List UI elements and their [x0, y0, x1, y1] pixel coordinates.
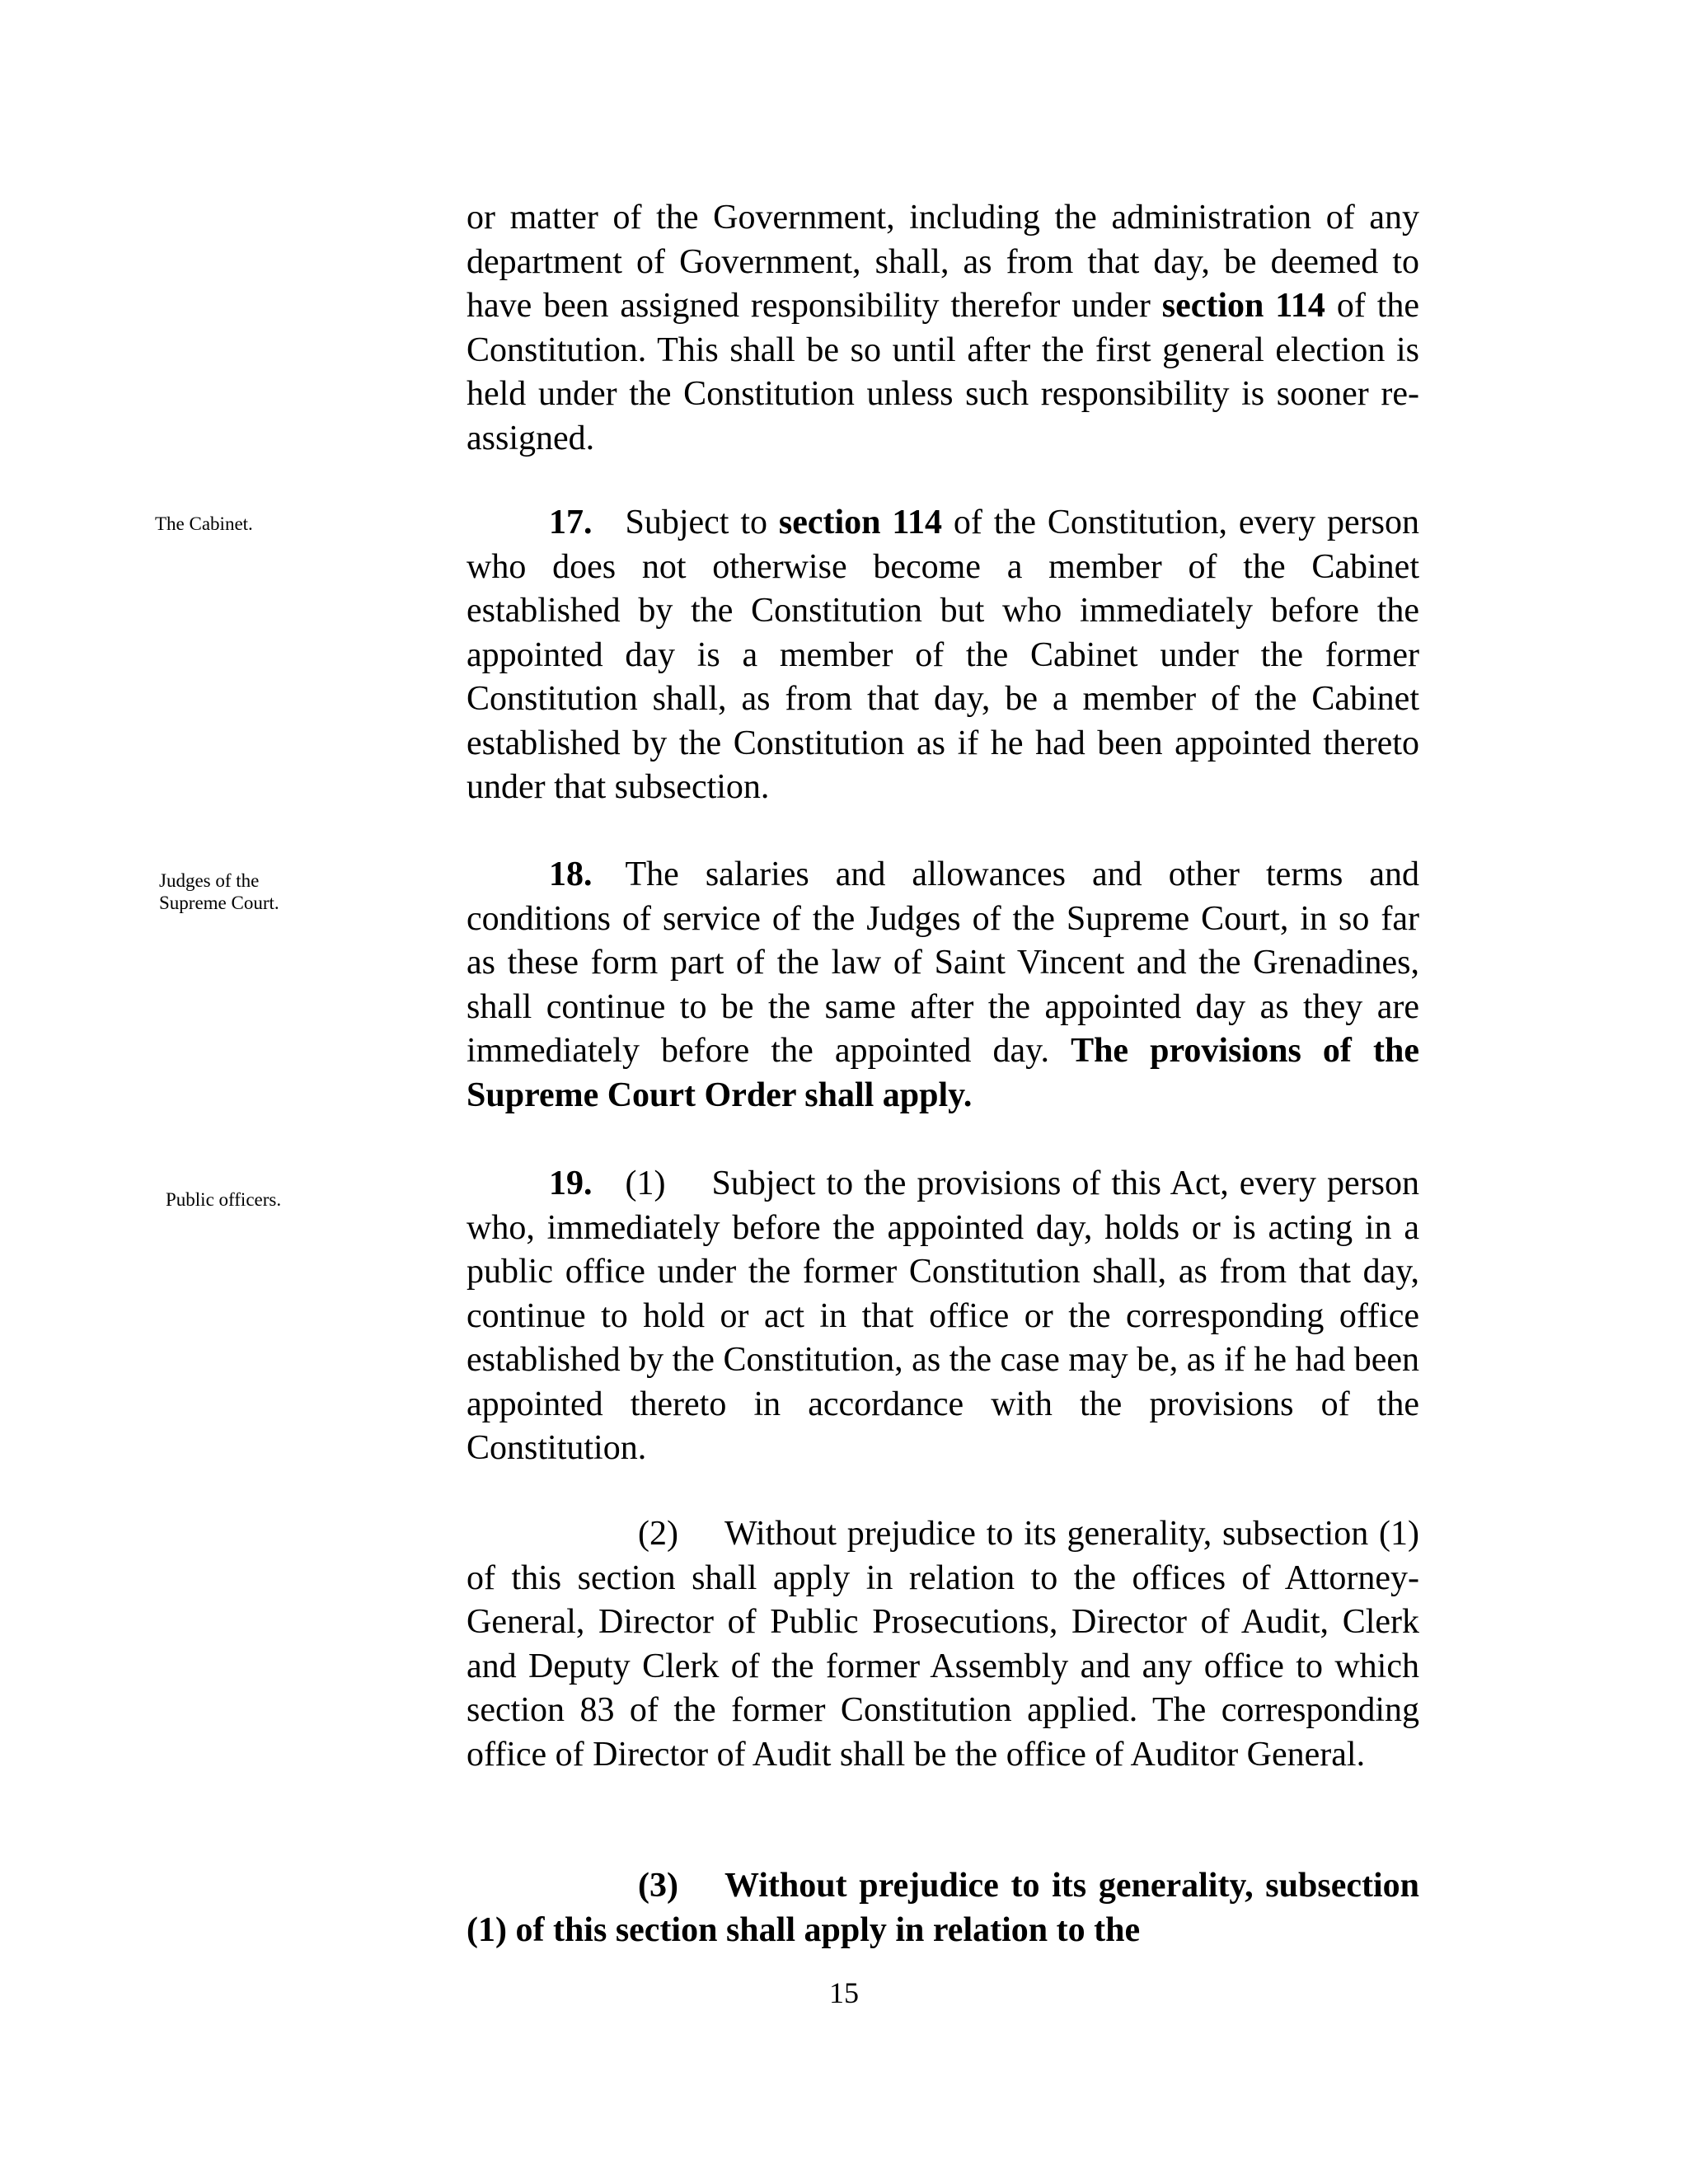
section-19-subsection-2	[467, 1512, 1419, 1777]
section-19-sub3-label: (3)	[638, 1867, 678, 1905]
paragraph-continuation	[467, 196, 1419, 461]
section-17	[467, 501, 1419, 810]
continuation-section-ref: section 114	[1161, 287, 1325, 325]
margin-note-judges-line2: Supreme Court.	[159, 893, 279, 913]
continuation-text-a: or matter of the Government, including the administration of any department of Government, shall, as from that day, be deemed to have been assigned responsibility therefor under	[467, 199, 1419, 325]
margin-note-judges-line1: Judges of the	[159, 870, 260, 891]
section-17-section-ref: section 114	[778, 504, 943, 541]
section-17-text-a: Subject to	[625, 504, 779, 541]
section-19-sub2-text: Without prejudice to its generality, subsection (1) of this section shall apply in relation to the offices of Attorney-General, Director of Public Prosecutions, Director of Audit, Clerk and Deputy Clerk of the former Assembly and any office to which section 83 of the former Constitution applied. The corresponding office of Director of Audit shall be the office of Auditor General.	[467, 1515, 1419, 1774]
section-17-number: 17.	[549, 504, 593, 541]
section-19-subsection-3	[467, 1864, 1419, 1952]
section-19-subsection-1	[467, 1162, 1419, 1471]
section-19-sub3-text: Without prejudice to its generality, subsection (1) of this section shall apply in relation to the	[467, 1867, 1419, 1949]
section-19-sub1-text: Subject to the provisions of this Act, every person who, immediately before the appointed day, holds or is acting in a public office under the former Constitution shall, as from that day, continue to hold or act in that office or the corresponding office established by the Constitution, as the case may be, as if he had been appointed thereto in accordance with the provisions of the Constitution.	[467, 1165, 1419, 1467]
margin-note-judges	[159, 869, 279, 914]
section-19-sub2-label: (2)	[638, 1515, 678, 1553]
section-17-text-b: of the Constitution, every person who does not otherwise become a member of the Cabinet established by the Constitution but who immediately before the appointed day is a member of the Cabinet under the former Constitution shall, as from that day, be a member of the Cabinet established by the Constitution as if he had been appointed thereto under that subsection.	[467, 504, 1419, 806]
continuation-text-b: of the Constitution. This shall be so until after the first general election is held under the Constitution unless such responsibility is sooner re-assigned.	[467, 287, 1420, 457]
margin-note-public-officers	[166, 1188, 281, 1211]
section-18-bold-text: The provisions of the Supreme Court Order shall apply.	[467, 1032, 1419, 1114]
margin-note-cabinet	[155, 513, 253, 535]
margin-note-public-officers-text: Public officers.	[166, 1189, 282, 1210]
page-number: 15	[829, 1976, 859, 2009]
section-18-text-a: The salaries and allowances and other terms and conditions of service of the Judges of the Supreme Court, in so far as these form part of the law of Saint Vincent and the Grenadines, shall continue to be the same after the appointed day as they are immediately before the appointed day.	[467, 855, 1419, 1070]
section-18	[467, 853, 1419, 1118]
margin-note-cabinet-text: The Cabinet.	[155, 513, 253, 534]
section-19-number: 19.	[549, 1165, 593, 1202]
section-19-sub1-label: (1)	[625, 1165, 666, 1202]
section-18-number: 18.	[549, 855, 593, 893]
